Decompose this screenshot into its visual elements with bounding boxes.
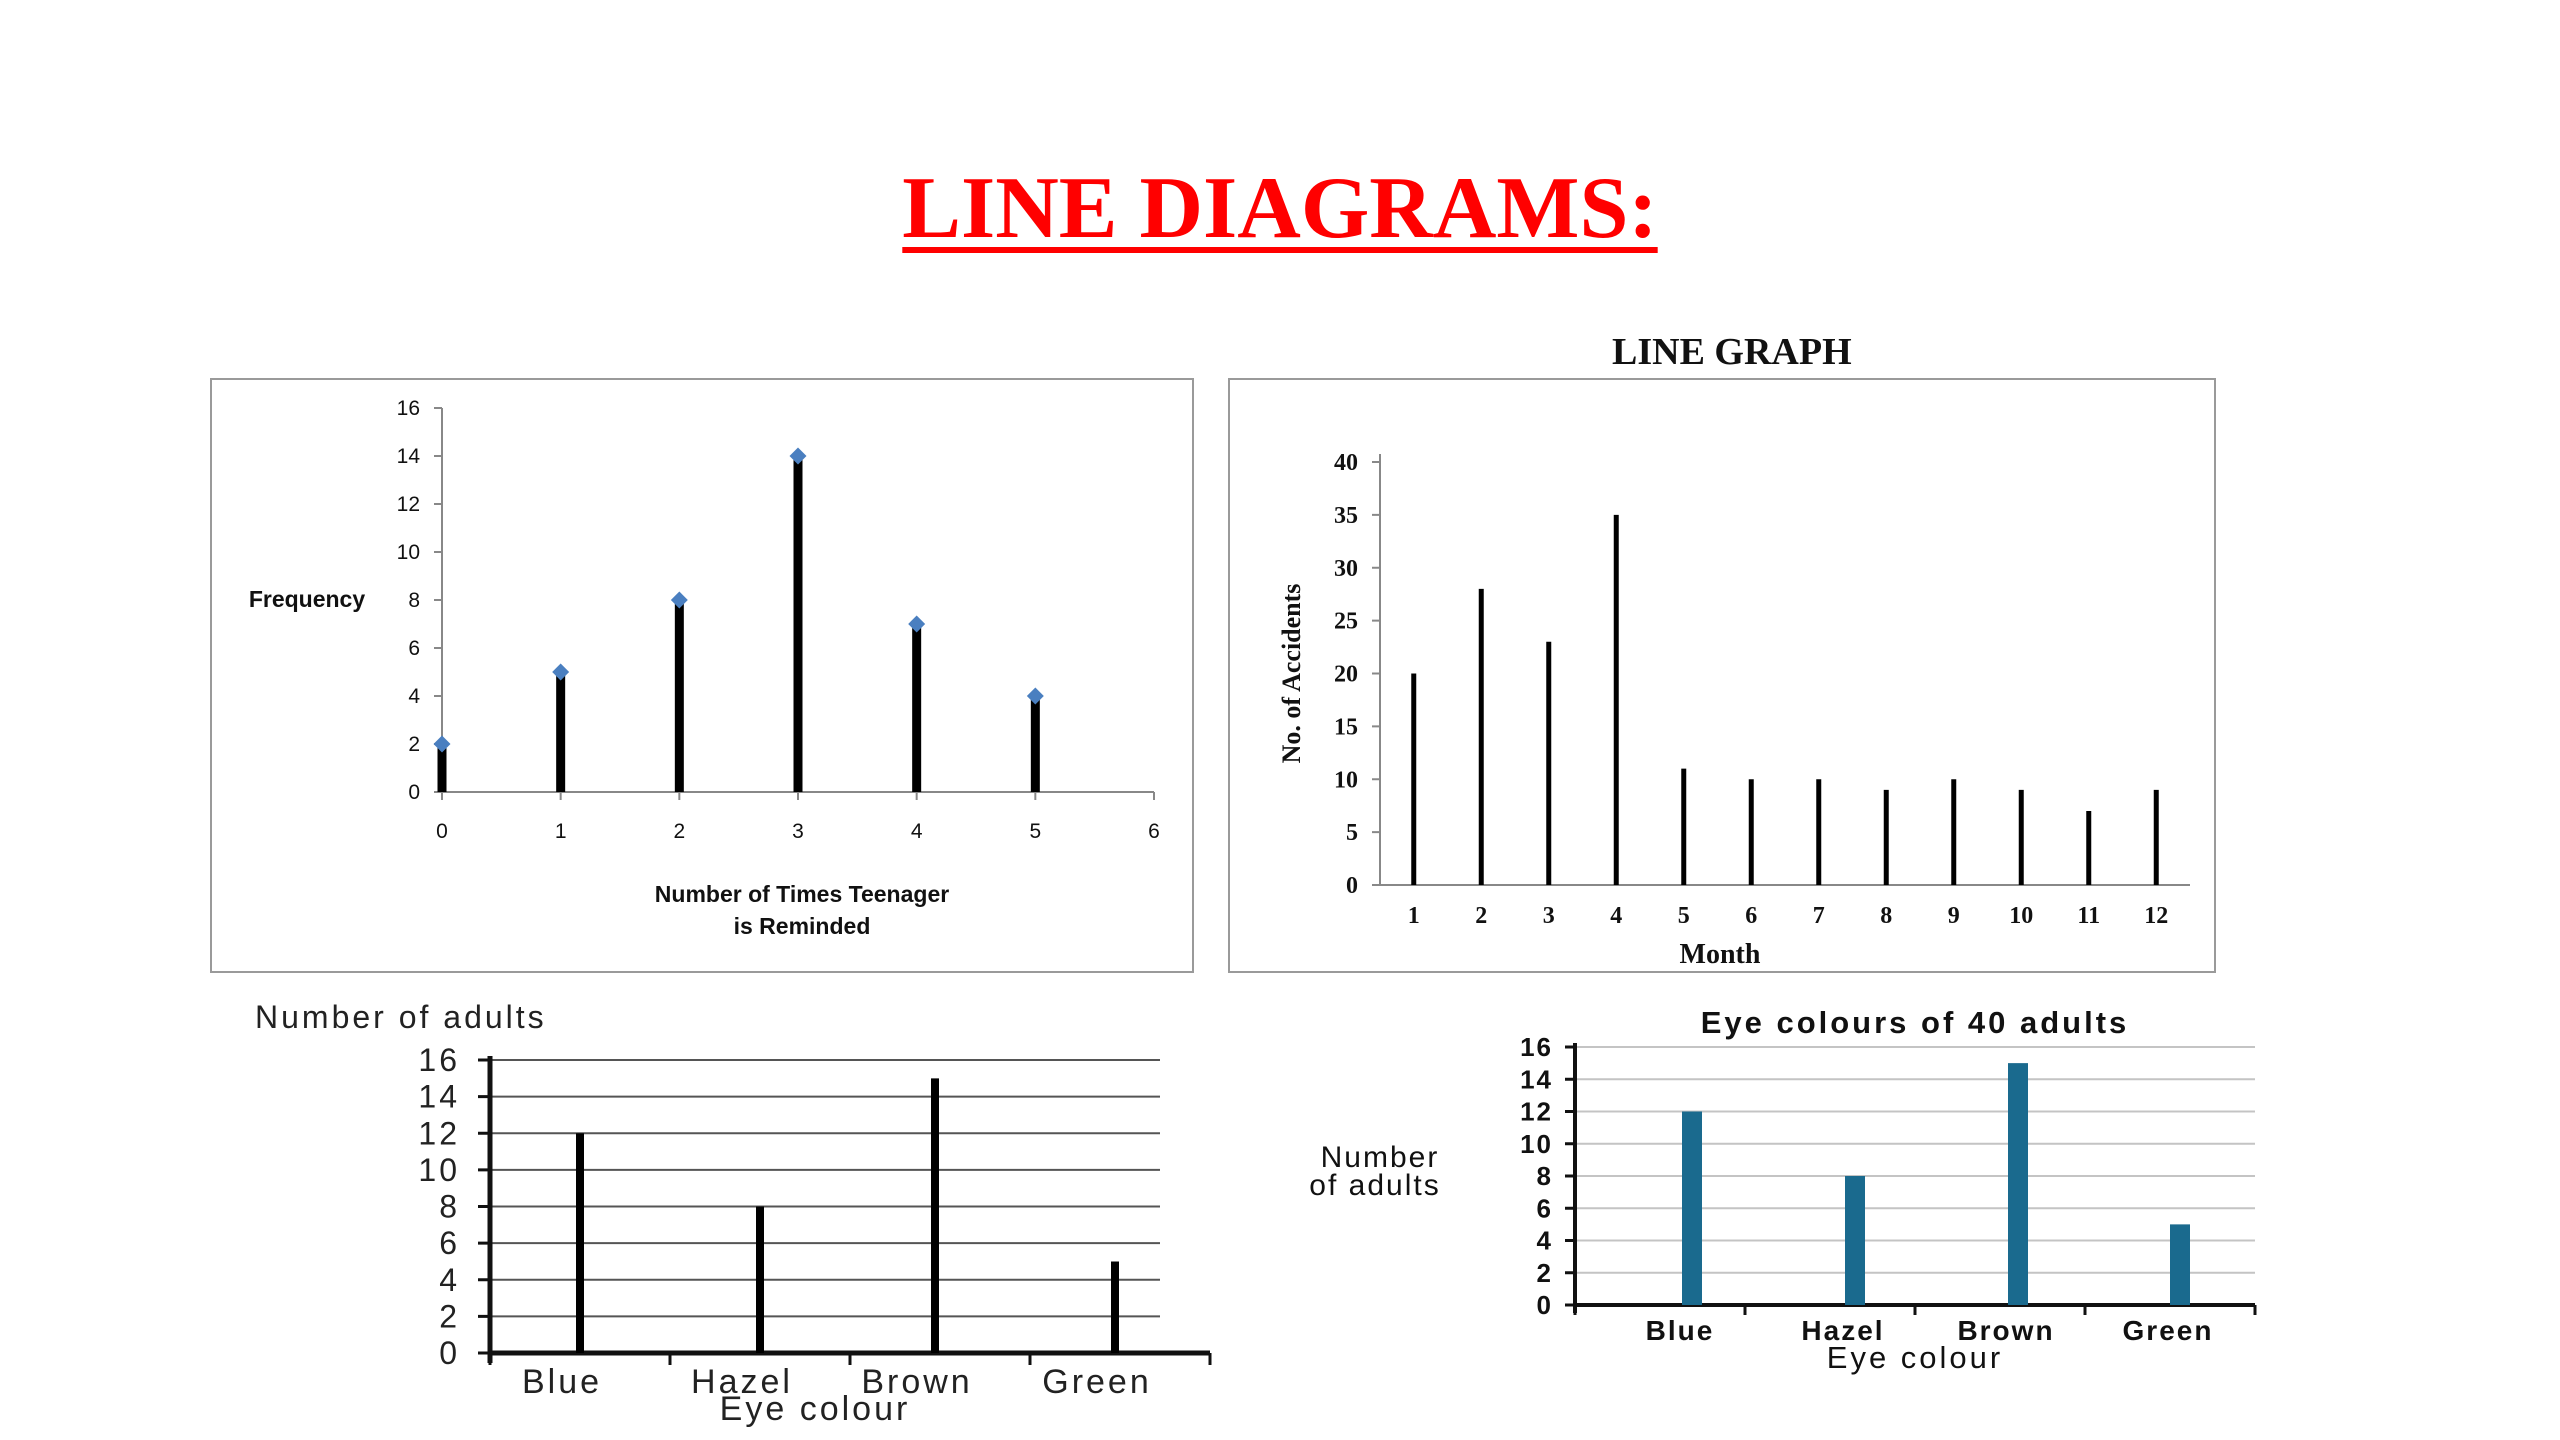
x-axis-label-line-1: Number of Times Teenager <box>654 881 950 907</box>
y-tick-label: 4 <box>439 1261 460 1298</box>
x-tick-label: 6 <box>1148 820 1160 843</box>
y-axis-label: No. of Accidents <box>1277 583 1306 764</box>
y-tick-label: 25 <box>1334 608 1358 635</box>
y-tick-label: 2 <box>408 733 420 756</box>
y-tick-label: 6 <box>408 637 420 660</box>
x-tick-label: Green <box>1042 1363 1152 1401</box>
y-tick-label: 8 <box>439 1188 460 1225</box>
x-tick-label: Hazel <box>691 1363 793 1401</box>
chart-accidents-svg <box>1230 380 2218 975</box>
x-tick-label: 12 <box>2144 903 2169 929</box>
x-axis-label-line-2: is Reminded <box>733 913 871 939</box>
y-axis-label: Frequency <box>248 586 366 612</box>
y-axis-label-line-1: Number <box>1320 1141 1440 1174</box>
chart-eye-colour-black <box>240 995 1220 1435</box>
chart-eye-colour-black-svg <box>240 995 1220 1435</box>
y-tick-label: 8 <box>1536 1161 1553 1191</box>
y-tick-label: 14 <box>418 1078 460 1115</box>
y-tick-label: 16 <box>418 1042 460 1078</box>
x-tick-label: 11 <box>2077 903 2101 929</box>
slide-title <box>0 158 2560 259</box>
y-tick-label: 10 <box>1520 1128 1553 1159</box>
data-point-marker <box>671 592 688 609</box>
x-tick-label: 6 <box>1745 903 1758 929</box>
x-tick-label: 2 <box>673 820 686 843</box>
y-tick-label: 16 <box>1520 1032 1553 1062</box>
data-point-marker <box>552 664 569 681</box>
x-tick-label: 0 <box>436 820 448 843</box>
x-axis-label: Eye colour <box>1826 1340 2004 1375</box>
y-tick-label: 40 <box>1334 450 1358 476</box>
x-tick-label: 5 <box>1029 820 1042 843</box>
y-axis-label: Number of adults <box>255 999 547 1035</box>
eye-colour-bar <box>2008 1063 2028 1305</box>
x-tick-label: 2 <box>1475 903 1488 929</box>
y-tick-label: 2 <box>1536 1257 1553 1288</box>
x-axis-label: Month <box>1679 939 1761 970</box>
x-tick-label: 5 <box>1677 903 1690 929</box>
y-tick-label: 8 <box>408 589 420 612</box>
y-tick-label: 14 <box>1520 1064 1553 1095</box>
y-tick-label: 12 <box>396 493 420 516</box>
y-tick-label: 10 <box>1334 767 1358 794</box>
eye-colour-bar <box>1682 1112 1702 1306</box>
y-axis-label-line-2: of adults <box>1309 1169 1441 1202</box>
x-tick-label: Green <box>2122 1315 2214 1346</box>
x-tick-label: 7 <box>1812 903 1825 929</box>
x-tick-label: 4 <box>1610 903 1623 929</box>
x-tick-label: 9 <box>1947 903 1960 929</box>
data-point-marker <box>790 448 807 465</box>
y-tick-label: 0 <box>1536 1290 1553 1320</box>
x-tick-label: 3 <box>792 820 804 843</box>
y-tick-label: 12 <box>418 1115 460 1152</box>
data-point-marker <box>1027 688 1044 705</box>
y-tick-label: 0 <box>408 781 420 804</box>
chart-accidents <box>1228 378 2216 973</box>
y-tick-label: 35 <box>1334 502 1358 529</box>
x-tick-label: 10 <box>2009 903 2034 929</box>
slide-title-text: LINE DIAGRAMS: <box>902 160 1658 257</box>
y-tick-label: 0 <box>439 1335 460 1371</box>
y-tick-label: 14 <box>396 445 420 468</box>
x-tick-label: Brown <box>861 1363 973 1401</box>
y-tick-label: 20 <box>1334 661 1358 688</box>
x-tick-label: Hazel <box>1801 1315 1885 1346</box>
data-point-marker <box>908 616 925 633</box>
y-tick-label: 10 <box>396 541 420 564</box>
y-tick-label: 6 <box>439 1225 460 1262</box>
y-tick-label: 16 <box>396 397 420 420</box>
y-tick-label: 6 <box>1536 1193 1553 1224</box>
chart-eye-colour-teal-svg <box>1260 995 2280 1395</box>
eye-colour-bar <box>1845 1176 1865 1305</box>
x-tick-label: 1 <box>1407 903 1420 929</box>
y-tick-label: 4 <box>408 685 420 708</box>
x-tick-label: Brown <box>1957 1315 2055 1346</box>
y-tick-label: 5 <box>1346 820 1358 847</box>
y-tick-label: 12 <box>1520 1096 1553 1127</box>
x-tick-label: Blue <box>521 1363 603 1401</box>
eye-colour-bar <box>2170 1224 2190 1305</box>
x-axis-label: Eye colour <box>719 1390 911 1428</box>
y-tick-label: 0 <box>1346 873 1358 899</box>
chart-title: Eye colours of 40 adults <box>1700 1005 2130 1040</box>
y-tick-label: 4 <box>1536 1225 1553 1256</box>
x-tick-label: 8 <box>1880 903 1893 929</box>
x-tick-label: 4 <box>910 820 923 843</box>
x-tick-label: 1 <box>554 820 567 843</box>
x-tick-label: 3 <box>1542 903 1555 929</box>
y-tick-label: 2 <box>439 1298 460 1335</box>
y-tick-label: 10 <box>418 1151 460 1188</box>
data-point-marker <box>434 736 451 753</box>
chart-reminders-svg <box>212 380 1196 975</box>
chart-reminders <box>210 378 1194 973</box>
y-tick-label: 30 <box>1334 555 1358 582</box>
chart-accidents-title: LINE GRAPH <box>1612 331 1852 373</box>
chart-eye-colour-teal <box>1260 995 2280 1395</box>
x-tick-label: Blue <box>1645 1315 1715 1346</box>
y-tick-label: 15 <box>1334 714 1358 741</box>
